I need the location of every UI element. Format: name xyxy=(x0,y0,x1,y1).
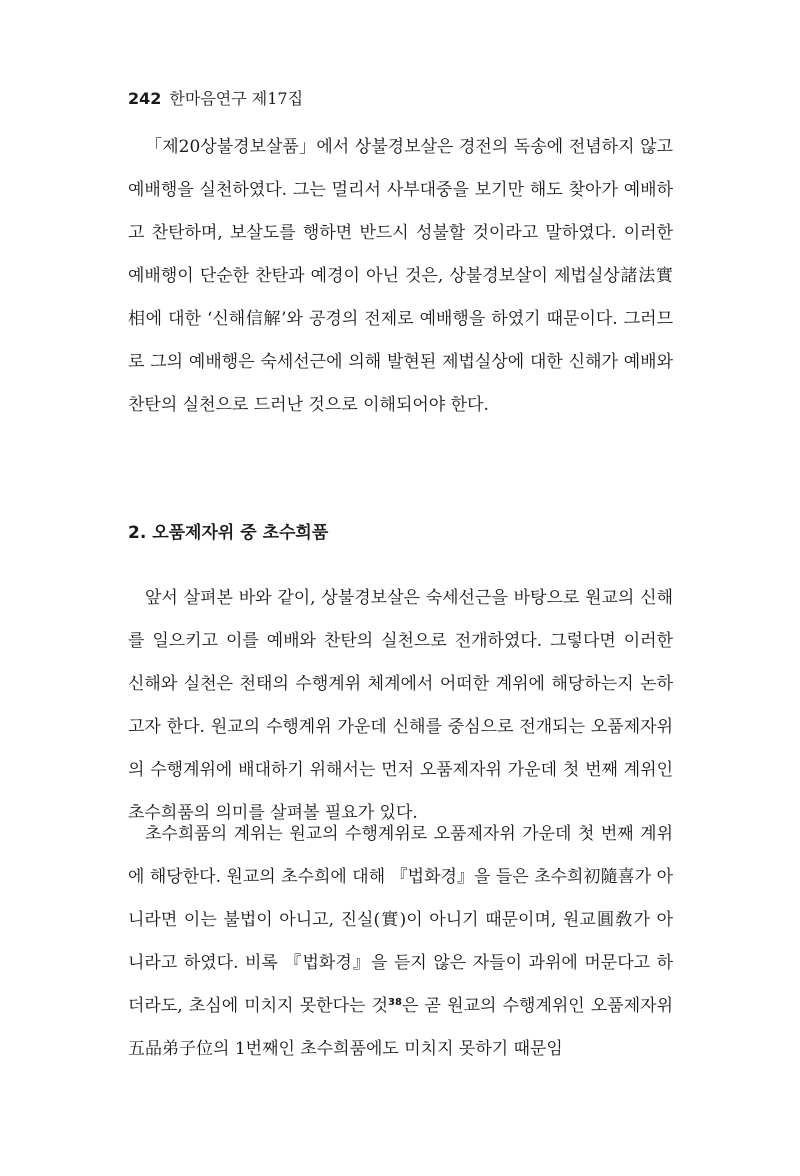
paragraph-text: 초수희품의 계위는 원교의 수행계위로 오품제자위 가운데 첫 번째 계위에 해당한다. 원교의 초수희에 대해 『법화경』을 들은 초수희初隨喜가 아니라면 이는 불법이 아니고, 진실(實)이 아니기 때문이며, 원교圓敎가 아니라고 하였다. 비록 『법화경』을 듣지 않은 자들이 과위에 머문다고 하더라도, 초심에 미치지 못한다는 것 xyxy=(128,824,673,1016)
page-number: 242 xyxy=(128,89,162,108)
journal-title: 한마음연구 제17집 xyxy=(169,89,304,108)
body-paragraph: 「제20상불경보살품」에서 상불경보살은 경전의 독송에 전념하지 않고 예배행을 실천하였다. 그는 멀리서 사부대중을 보기만 해도 찾아가 예배하고 찬탄하며, 보살도를 행하면 반드시 성불할 것이라고 말하였다. 이러한 예배행이 단순한 찬탄과 예경이 아닌 것은, 상불경보살이 제법실상諸法實相에 대한 ‘신해信解’와 공경의 전제로 예배행을 하였기 때문이다. 그러므로 그의 예배행은 숙세선근에 의해 발현된 제법실상에 대한 신해가 예배와 찬탄의 실천으로 드러난 것으로 이해되어야 한다. xyxy=(128,137,673,415)
paragraph-text: 은 곧 원교의 수행계위인 오품제자위五品弟子位의 1번째인 초수희품에도 미치지 못하기 때문임 xyxy=(128,996,673,1059)
running-header xyxy=(128,86,303,112)
footnote-marker[interactable]: 38 xyxy=(388,997,402,1008)
section-heading: 2. 오품제자위 중 초수희품 xyxy=(128,523,329,543)
body-paragraph: 앞서 살펴본 바와 같이, 상불경보살은 숙세선근을 바탕으로 원교의 신해를 일으키고 이를 예배와 찬탄의 실천으로 전개하였다. 그렇다면 이러한 신해와 실천은 천태의 수행계위 체계에서 어떠한 계위에 해당하는지 논하고자 한다. 원교의 수행계위 가운데 신해를 중심으로 전개되는 오품제자위의 수행계위에 배대하기 위해서는 먼저 오품제자위 가운데 첫 번째 계위인 초수희품의 의미를 살펴볼 필요가 있다. xyxy=(128,588,673,823)
body-paragraph xyxy=(128,813,673,1071)
